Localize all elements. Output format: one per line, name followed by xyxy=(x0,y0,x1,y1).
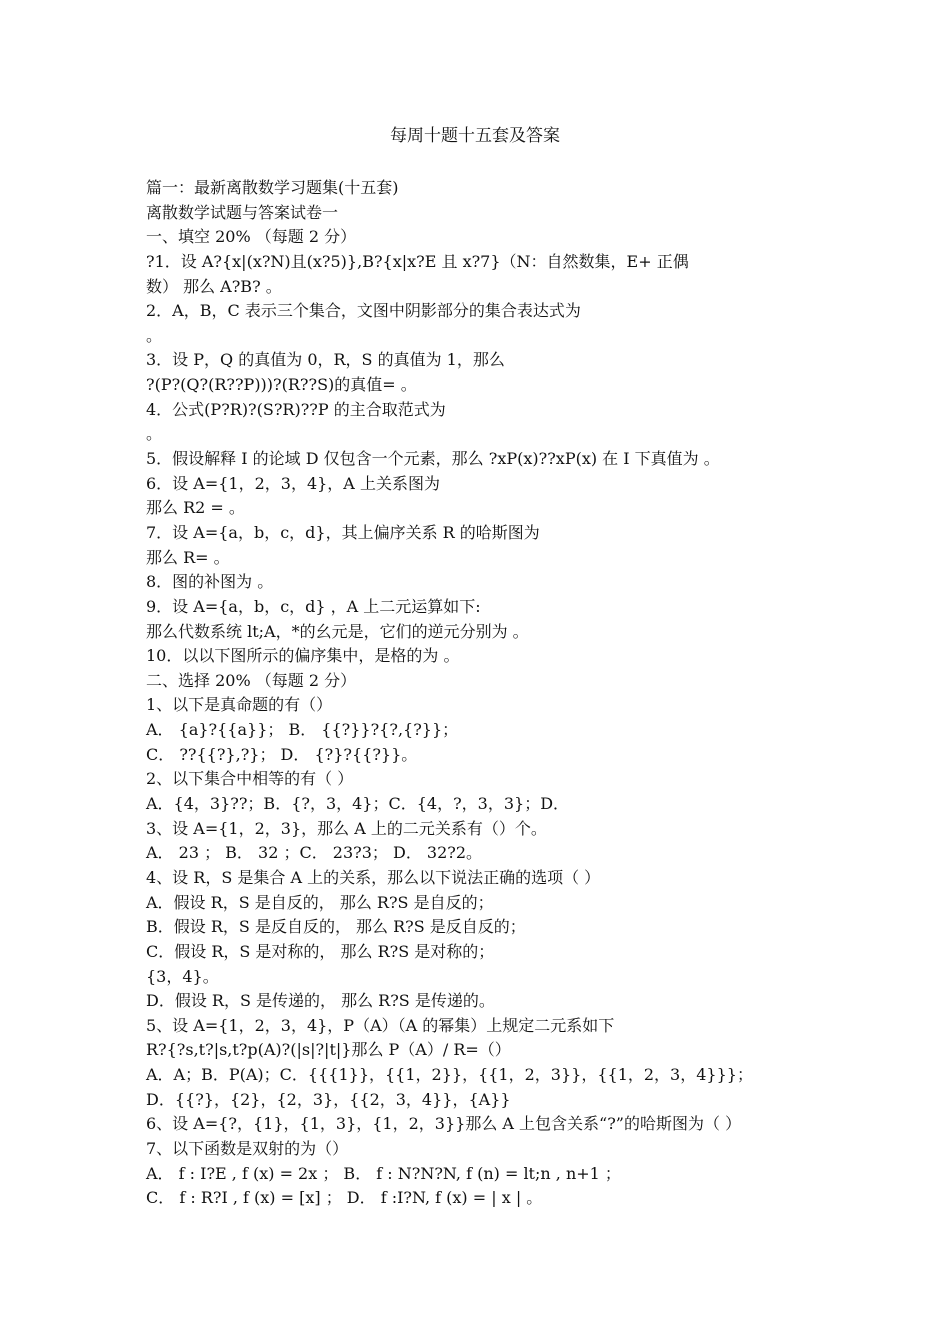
text-line: 5、设 A={1，2，3，4}，P（A）（A 的幂集）上规定二元系如下 xyxy=(146,1015,615,1035)
text-line: 1、以下是真命题的有（） xyxy=(146,695,333,715)
text-line: 那么 R2 = 。 xyxy=(146,498,245,518)
text-line: A．A；B．P(A)；C．{{{1}}，{{1，2}}，{{1，2，3}}，{{1，2，3，4}}}； xyxy=(146,1065,753,1085)
document-body xyxy=(146,176,806,1211)
text-line: C．假设 R，S 是对称的， 那么 R?S 是对称的； xyxy=(146,941,495,961)
text-line: 7．设 A={a，b，c，d}，其上偏序关系 R 的哈斯图为 xyxy=(146,522,540,542)
text-line: A． f : I?E , f (x) = 2x ； B． f : N?N?N, f (n) = lt;n , n+1 ； xyxy=(146,1163,621,1183)
text-line: 那么代数系统 lt;A，*的幺元是，它们的逆元分别为 。 xyxy=(146,621,529,641)
text-line: A．{4，3}??；B．{?，3，4}；C．{4，?，3，3}；D． xyxy=(146,794,570,814)
text-line: 一、填空 20% （每题 2 分） xyxy=(146,227,357,247)
text-line: B．假设 R，S 是反自反的， 那么 R?S 是反自反的； xyxy=(146,917,526,937)
text-line: 二、选择 20% （每题 2 分） xyxy=(146,670,357,690)
text-line: R?{?s,t?|s,t?p(A)?(|s|?|t|}那么 P（A）/ R=（） xyxy=(146,1040,511,1060)
text-line: A． 23 ； B． 32 ；C． 23?3； D． 32?2。 xyxy=(146,843,483,863)
text-line: 数） 那么 A?B? 。 xyxy=(146,276,282,296)
text-line: 6、设 A={?，{1}，{1，3}，{1，2，3}}那么 A 上包含关系“?”的哈斯图为（ ） xyxy=(146,1114,742,1134)
text-line: 4、设 R，S 是集合 A 上的关系，那么以下说法正确的选项（ ） xyxy=(146,867,601,887)
text-line: 6．设 A={1，2，3，4}，A 上关系图为 xyxy=(146,473,440,493)
text-line: 4．公式(P?R)?(S?R)??P 的主合取范式为 xyxy=(146,399,446,419)
text-line: 篇一：最新离散数学习题集(十五套) xyxy=(146,178,399,197)
text-line: 5．假设解释 I 的论域 D 仅包含一个元素，那么 ?xP(x)??xP(x) 在 I 下真值为 。 xyxy=(146,449,720,469)
text-line: 10．以以下图所示的偏序集中，是格的为 。 xyxy=(146,646,460,666)
text-line: 3、设 A={1，2，3}，那么 A 上的二元关系有（）个。 xyxy=(146,818,547,838)
text-line: D．{{?}，{2}，{2，3}，{{2，3，4}}，{A}} xyxy=(146,1089,511,1109)
text-line: 2．A，B，C 表示三个集合，文图中阴影部分的集合表达式为 xyxy=(146,301,581,321)
text-line: 那么 R= 。 xyxy=(146,547,230,567)
text-line: 3．设 P，Q 的真值为 0，R，S 的真值为 1，那么 xyxy=(146,350,505,370)
text-line: A． {a}?{{a}}； B． {{?}}?{?,{?}}； xyxy=(146,720,459,740)
text-line: 7、以下函数是双射的为（） xyxy=(146,1138,349,1158)
text-line: 2、以下集合中相等的有（ ） xyxy=(146,769,354,789)
text-line: C． ??{{?},?}； D． {?}?{{?}}。 xyxy=(146,744,418,764)
text-line: ?1．设 A?{x|(x?N)且(x?5)},B?{x|x?E 且 x?7}（N：自然数集，E+ 正偶 xyxy=(146,251,689,271)
text-line: 离散数学试题与答案试卷一 xyxy=(146,202,339,222)
text-line: {3，4}。 xyxy=(146,966,219,986)
text-line: ?(P?(Q?(R??P)))?(R??S)的真值= 。 xyxy=(146,375,417,395)
text-line: A．假设 R，S 是自反的， 那么 R?S 是自反的； xyxy=(146,892,494,912)
text-line: 8．图的补图为 。 xyxy=(146,572,274,592)
text-line: 9．设 A={a，b，c，d} ，A 上二元运算如下: xyxy=(146,596,481,616)
text-line: 。 xyxy=(146,325,163,345)
text-line: D．假设 R，S 是传递的， 那么 R?S 是传递的。 xyxy=(146,991,495,1011)
text-line: 。 xyxy=(146,424,163,444)
document-title: 每周十题十五套及答案 xyxy=(390,126,560,146)
text-line: C． f : R?I , f (x) = [x] ； D． f :I?N, f (x) = | x | 。 xyxy=(146,1188,543,1208)
